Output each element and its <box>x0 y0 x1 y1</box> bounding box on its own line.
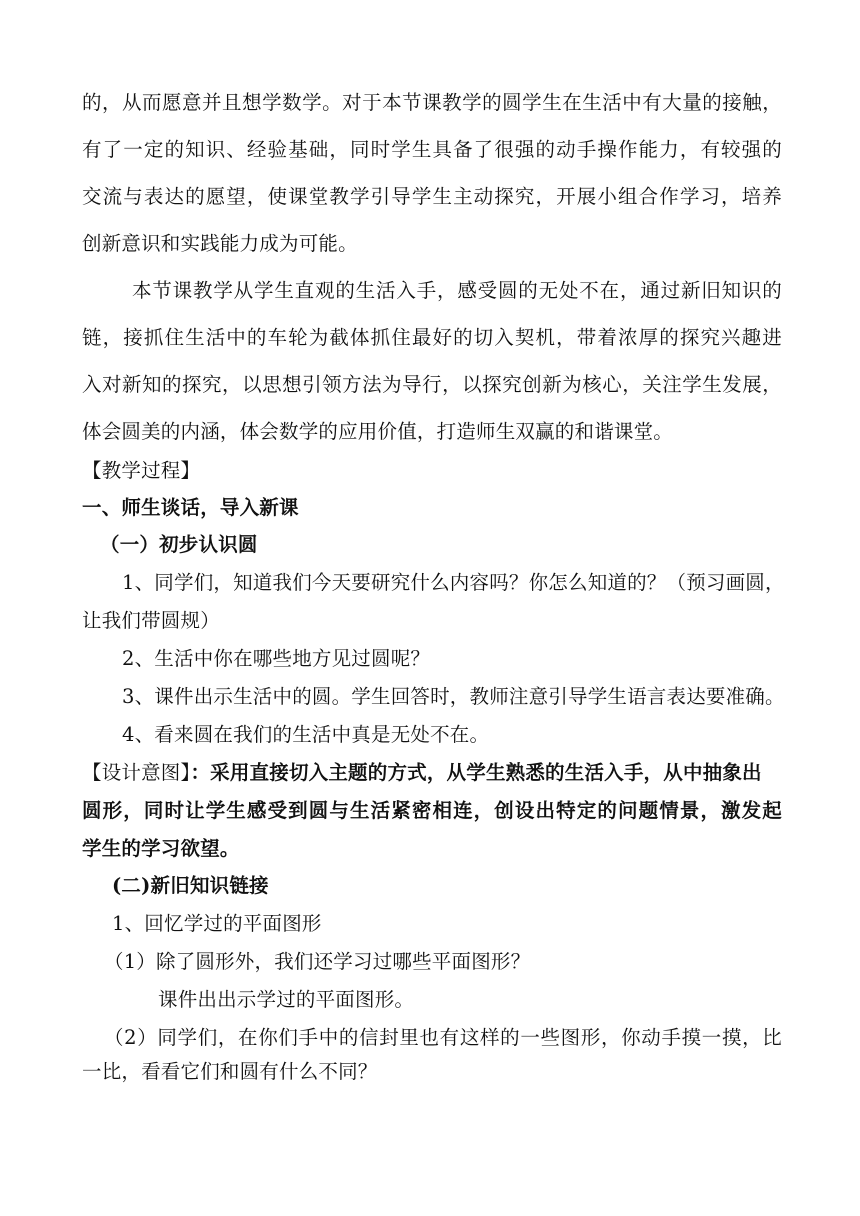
design-intent-label: 【设计意图】 <box>82 761 191 784</box>
item-1-line-2: 让我们带圆规） <box>82 609 220 632</box>
teaching-process-heading: 【教学过程】 <box>82 459 201 482</box>
design-intent-text-1: ：采用直接切入主题的方式，从学生熟悉的生活入手，从中抽象出 <box>190 761 762 784</box>
paragraph-2-line-3: 入对新知的探究，以思想引领方法为导行，以探究创新为核心，关注学生发展， <box>82 373 782 396</box>
paragraph-2-line-1: 本节课教学从学生直观的生活入手，感受圆的无处不在，通过新旧知识的 <box>132 279 782 302</box>
paragraph-2-line-2: 链，接抓住生活中的车轮为截体抓住最好的切入契机，带着浓厚的探究兴趣进 <box>82 326 782 349</box>
item-3: 3、课件出示生活中的圆。学生回答时，教师注意引导学生语言表达要准确。 <box>122 685 785 708</box>
question-2-line-1: （2）同学们，在你们手中的信封里也有这样的一些图形，你动手摸一摸，比 <box>104 1026 782 1049</box>
sub-item-1: 1、回忆学过的平面图形 <box>112 912 322 935</box>
paragraph-1-line-2: 有了一定的知识、经验基础，同时学生具备了很强的动手操作能力，有较强的 <box>82 138 782 161</box>
paragraph-1-line-1: 的，从而愿意并且想学数学。对于本节课教学的圆学生在生活中有大量的接触， <box>82 91 782 114</box>
paragraph-1-line-3: 交流与表达的愿望，使课堂教学引导学生主动探究，开展小组合作学习，培养 <box>82 185 782 208</box>
question-2-line-2: 一比，看看它们和圆有什么不同？ <box>82 1060 378 1083</box>
design-intent-line-2: 圆形，同时让学生感受到圆与生活紧密相连，创设出特定的问题情景，激发起 <box>82 799 782 822</box>
subsection-2-title: (二)新旧知识链接 <box>112 874 269 897</box>
question-1-note: 课件出出示学过的平面图形。 <box>158 988 415 1011</box>
item-2: 2、生活中你在哪些地方见过圆呢？ <box>122 647 431 670</box>
design-intent-line-3: 学生的学习欲望。 <box>82 837 240 860</box>
item-1-line-1: 1、同学们，知道我们今天要研究什么内容吗？你怎么知道的？（预习画圆， <box>122 571 785 594</box>
paragraph-2-line-4: 体会圆美的内涵，体会数学的应用价值，打造师生双赢的和谐课堂。 <box>82 420 674 443</box>
section-1-title: 一、师生谈话，导入新课 <box>82 496 299 519</box>
design-intent-line-1 <box>82 759 782 787</box>
question-1: （1）除了圆形外，我们还学习过哪些平面图形？ <box>104 950 531 973</box>
subsection-1-title: （一）初步认识圆 <box>100 533 258 556</box>
item-4: 4、看来圆在我们的生活中真是无处不在。 <box>122 723 490 746</box>
paragraph-1-line-4: 创新意识和实践能力成为可能。 <box>82 232 358 255</box>
